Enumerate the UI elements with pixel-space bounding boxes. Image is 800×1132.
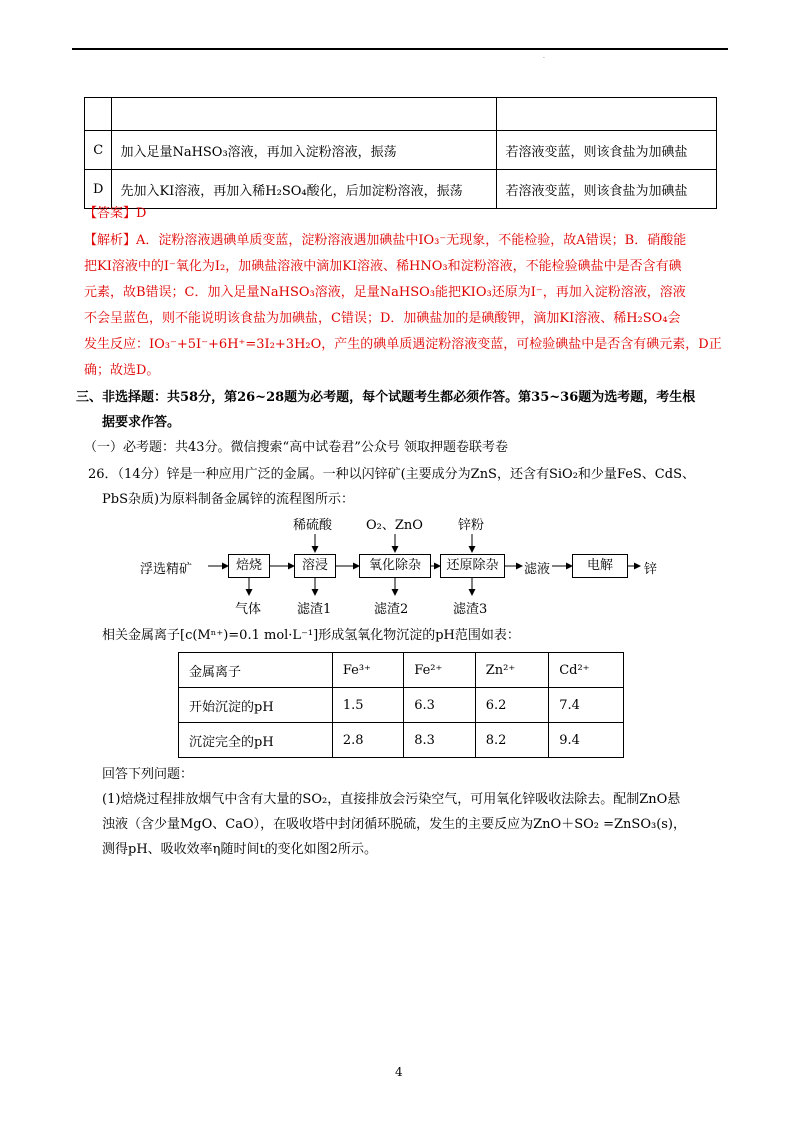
- option-method: 加入足量NaHSO₃溶液，再加入淀粉溶液，振荡: [112, 131, 497, 170]
- flow-input: 浮选精矿: [140, 562, 193, 577]
- flow-step-leaching: 溶浸: [294, 554, 336, 578]
- flow-step-roasting: 焙烧: [228, 554, 270, 578]
- sub-question-1-line-1: (1)焙烧过程排放烟气中含有大量的SO₂，直接排放会污染空气，可用氧化锌吸收法除去。配制ZnO悬: [102, 792, 681, 807]
- option-conclusion: 若溶液变蓝，则该食盐为加碘盐: [497, 170, 717, 209]
- table-cell: 8.3: [404, 723, 475, 758]
- header-rule: [72, 48, 728, 50]
- table-header-cell: Cd²⁺: [549, 653, 624, 688]
- question-26-line-1: 26．（14分）锌是一种应用广泛的金属。一种以闪锌矿(主要成分为ZnS，还含有SiO₂和少量FeS、CdS、: [88, 467, 695, 482]
- flow-step-oxidation: 氧化除杂: [359, 554, 431, 578]
- byproduct-residue-3: 滤渣3: [453, 602, 488, 617]
- table-row: [179, 723, 624, 758]
- table-cell: 9.4: [549, 723, 624, 758]
- table-row-header: [179, 653, 624, 688]
- table-header-cell: Zn²⁺: [475, 653, 548, 688]
- analysis-line-5: 发生反应：IO₃⁻+5I⁻+6H⁺=3I₂+3H₂O，产生的碘单质遇淀粉溶液变蓝，可检验碘盐中是否含有碘元素，D正: [84, 337, 722, 352]
- byproduct-residue-1: 滤渣1: [297, 602, 332, 617]
- option-conclusion: 若溶液变蓝，则该食盐为加碘盐: [497, 131, 717, 170]
- answer-line: 【答案】D: [84, 206, 147, 221]
- question-26-line-2: PbS杂质)为原料制备金属锌的流程图所示：: [102, 492, 355, 507]
- page-number: 4: [395, 1065, 403, 1079]
- table-header-cell: Fe³⁺: [332, 653, 403, 688]
- section-title-line-1: 三、非选择题：共58分，第26~28题为必考题，每个试题考生都必须作答。第35~36题为选考题，考生根: [76, 390, 696, 405]
- subsection-title: （一）必考题：共43分。微信搜索“高中试卷君”公众号 领取押题卷联考卷: [84, 440, 508, 455]
- analysis-line-1: 【解析】A．淀粉溶液遇碘单质变蓝，淀粉溶液遇加碘盐中IO₃⁻无现象，不能检验，故A错误；B．硝酸能: [84, 233, 687, 248]
- option-method: 先加入KI溶液，再加入稀H₂SO₄酸化，后加淀粉溶液，振荡: [112, 170, 497, 209]
- sub-question-1-line-3: 测得pH、吸收效率η随时间t的变化如图2所示。: [102, 842, 377, 857]
- answer-prompt: 回答下列问题：: [102, 767, 194, 782]
- table-row-blank: [85, 98, 717, 131]
- ph-range-table: [178, 652, 624, 758]
- reagent-sulfuric-acid: 稀硫酸: [293, 518, 333, 533]
- flow-filtrate: 滤液: [524, 562, 551, 577]
- byproduct-residue-2: 滤渣2: [374, 602, 409, 617]
- table-cell: 开始沉淀的pH: [179, 688, 333, 723]
- reagent-zinc-powder: 锌粉: [458, 518, 485, 533]
- table-cell: 7.4: [549, 688, 624, 723]
- table-row: [179, 688, 624, 723]
- analysis-line-2: 把KI溶液中的I⁻氧化为I₂，加碘盐溶液中滴加KI溶液、稀HNO₃和淀粉溶液，不能检验碘盐中是否含有碘: [84, 259, 682, 274]
- table-row-c: [85, 131, 717, 170]
- section-title-line-2: 据要求作答。: [102, 415, 181, 430]
- table-cell: 8.2: [475, 723, 548, 758]
- table-cell: 1.5: [332, 688, 403, 723]
- option-label: C: [85, 131, 112, 170]
- analysis-line-6: 确；故选D。: [84, 363, 160, 378]
- table-cell: 6.2: [475, 688, 548, 723]
- flow-step-electrolysis: 电解: [572, 554, 628, 578]
- options-table: [84, 97, 717, 209]
- table-cell: 沉淀完全的pH: [179, 723, 333, 758]
- reagent-o2-zno: O₂、ZnO: [366, 518, 423, 533]
- option-label: D: [85, 170, 112, 209]
- flow-step-reduction: 还原除杂: [440, 554, 505, 578]
- table-cell: 2.8: [332, 723, 403, 758]
- table-intro: 相关金属离子[c(Mⁿ⁺)=0.1 mol·L⁻¹]形成氢氧化物沉淀的pH范围如表：: [102, 628, 520, 643]
- analysis-line-3: 元素，故B错误；C．加入足量NaHSO₃溶液，足量NaHSO₃能把KIO₃还原为I⁻，再加入淀粉溶液，溶液: [84, 285, 686, 300]
- analysis-line-4: 不会呈蓝色，则不能说明该食盐为加碘盐，C错误；D．加碘盐加的是碘酸钾，滴加KI溶液、稀H₂SO₄会: [84, 311, 681, 326]
- header-dot: ·: [543, 55, 545, 62]
- sub-question-1-line-2: 浊液（含少量MgO、CaO），在吸收塔中封闭循环脱硫，发生的主要反应为ZnO＋SO₂ =ZnSO₃(s)，: [102, 817, 687, 832]
- table-row-d: [85, 170, 717, 209]
- flow-output: 锌: [644, 562, 658, 577]
- table-header-cell: 金属离子: [179, 653, 333, 688]
- byproduct-gas: 气体: [235, 602, 262, 617]
- table-header-cell: Fe²⁺: [404, 653, 475, 688]
- table-cell: 6.3: [404, 688, 475, 723]
- process-flow-diagram: [140, 512, 660, 618]
